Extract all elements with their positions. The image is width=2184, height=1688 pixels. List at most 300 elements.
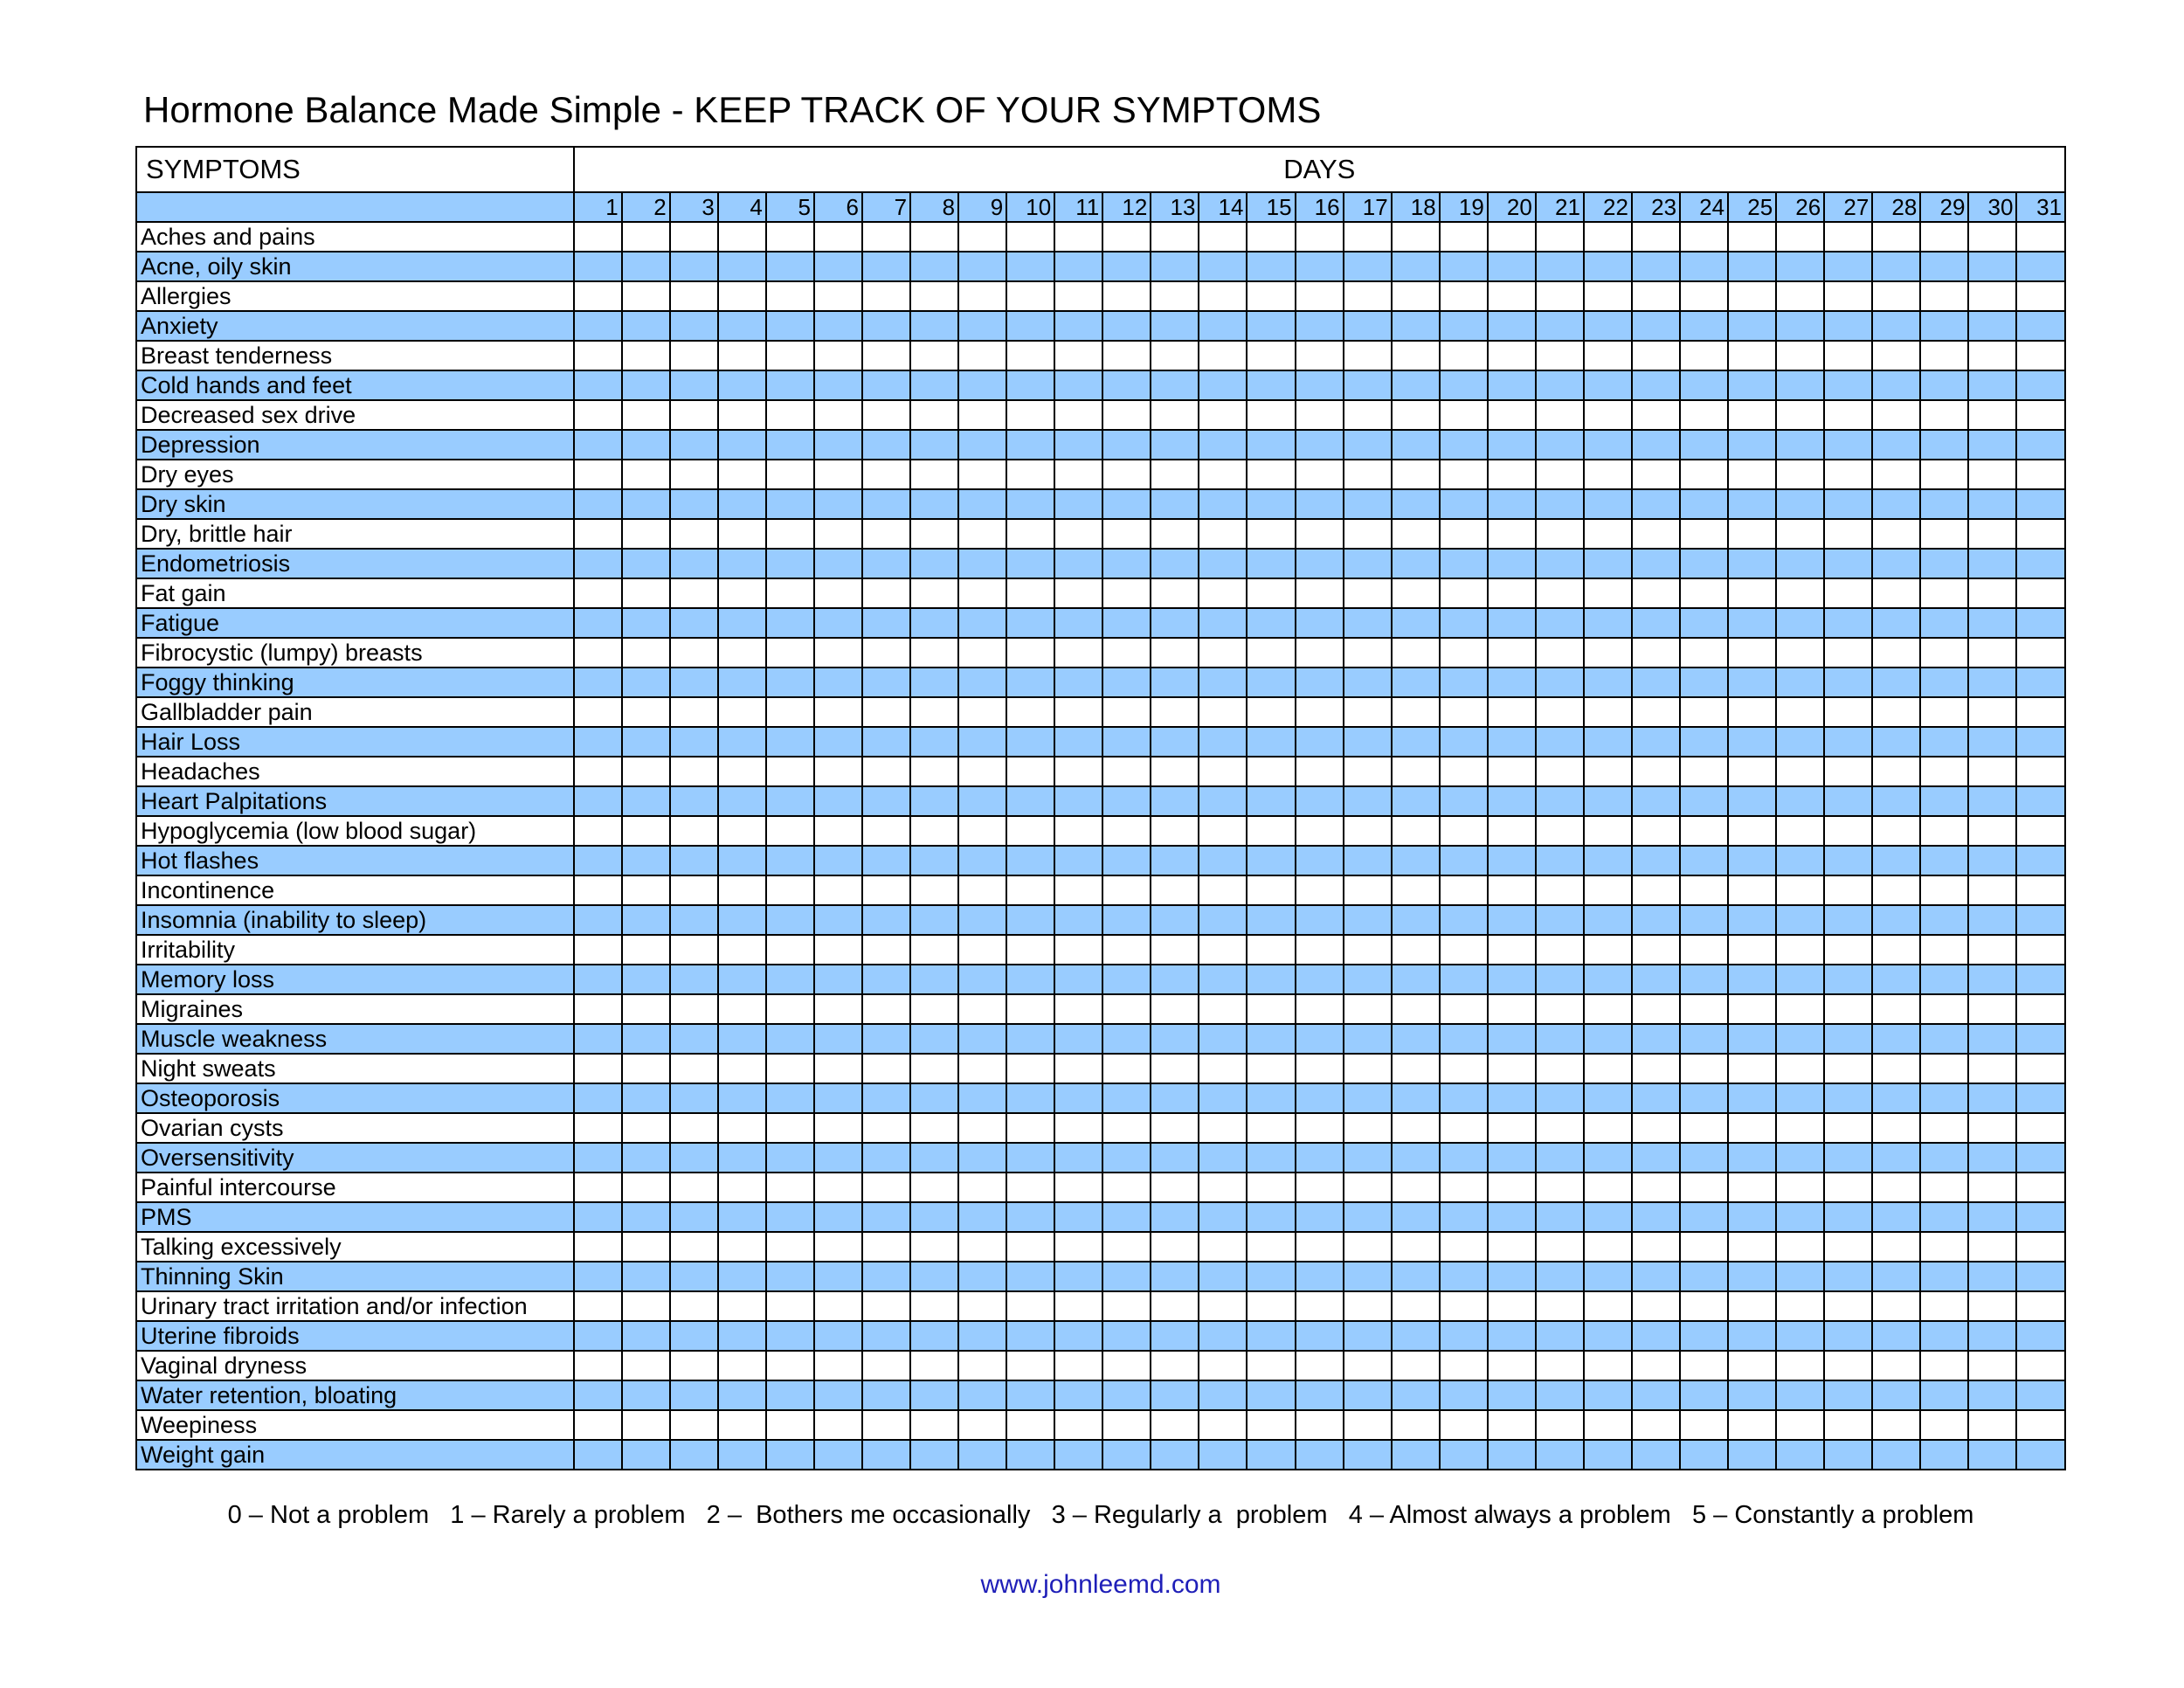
rating-cell-day-26[interactable] bbox=[1776, 905, 1824, 935]
rating-cell-day-7[interactable] bbox=[862, 905, 910, 935]
rating-cell-day-22[interactable] bbox=[1584, 549, 1632, 578]
rating-cell-day-18[interactable] bbox=[1392, 430, 1440, 460]
rating-cell-day-11[interactable] bbox=[1054, 1083, 1102, 1113]
rating-cell-day-18[interactable] bbox=[1392, 1024, 1440, 1054]
rating-cell-day-20[interactable] bbox=[1488, 786, 1536, 816]
rating-cell-day-2[interactable] bbox=[622, 1113, 670, 1143]
rating-cell-day-28[interactable] bbox=[1872, 311, 1920, 341]
rating-cell-day-3[interactable] bbox=[670, 489, 718, 519]
rating-cell-day-2[interactable] bbox=[622, 252, 670, 281]
rating-cell-day-7[interactable] bbox=[862, 400, 910, 430]
rating-cell-day-3[interactable] bbox=[670, 341, 718, 370]
rating-cell-day-5[interactable] bbox=[766, 727, 814, 757]
rating-cell-day-4[interactable] bbox=[718, 1410, 766, 1440]
rating-cell-day-14[interactable] bbox=[1199, 281, 1247, 311]
rating-cell-day-25[interactable] bbox=[1728, 786, 1776, 816]
rating-cell-day-20[interactable] bbox=[1488, 1113, 1536, 1143]
rating-cell-day-8[interactable] bbox=[910, 489, 958, 519]
rating-cell-day-17[interactable] bbox=[1344, 400, 1392, 430]
rating-cell-day-31[interactable] bbox=[2016, 460, 2065, 489]
rating-cell-day-8[interactable] bbox=[910, 519, 958, 549]
rating-cell-day-7[interactable] bbox=[862, 1143, 910, 1173]
rating-cell-day-5[interactable] bbox=[766, 1380, 814, 1410]
rating-cell-day-19[interactable] bbox=[1440, 697, 1488, 727]
rating-cell-day-4[interactable] bbox=[718, 578, 766, 608]
rating-cell-day-8[interactable] bbox=[910, 222, 958, 252]
rating-cell-day-7[interactable] bbox=[862, 1083, 910, 1113]
rating-cell-day-19[interactable] bbox=[1440, 460, 1488, 489]
rating-cell-day-12[interactable] bbox=[1102, 370, 1151, 400]
rating-cell-day-30[interactable] bbox=[1968, 341, 2016, 370]
rating-cell-day-10[interactable] bbox=[1006, 1202, 1054, 1232]
rating-cell-day-11[interactable] bbox=[1054, 489, 1102, 519]
rating-cell-day-11[interactable] bbox=[1054, 400, 1102, 430]
rating-cell-day-4[interactable] bbox=[718, 341, 766, 370]
rating-cell-day-25[interactable] bbox=[1728, 430, 1776, 460]
rating-cell-day-15[interactable] bbox=[1247, 1321, 1295, 1351]
rating-cell-day-18[interactable] bbox=[1392, 1054, 1440, 1083]
rating-cell-day-25[interactable] bbox=[1728, 281, 1776, 311]
rating-cell-day-15[interactable] bbox=[1247, 846, 1295, 875]
rating-cell-day-30[interactable] bbox=[1968, 1143, 2016, 1173]
rating-cell-day-6[interactable] bbox=[814, 905, 862, 935]
rating-cell-day-28[interactable] bbox=[1872, 668, 1920, 697]
rating-cell-day-25[interactable] bbox=[1728, 697, 1776, 727]
rating-cell-day-20[interactable] bbox=[1488, 816, 1536, 846]
rating-cell-day-18[interactable] bbox=[1392, 697, 1440, 727]
rating-cell-day-8[interactable] bbox=[910, 757, 958, 786]
rating-cell-day-1[interactable] bbox=[574, 252, 622, 281]
rating-cell-day-16[interactable] bbox=[1296, 1291, 1344, 1321]
rating-cell-day-6[interactable] bbox=[814, 519, 862, 549]
rating-cell-day-20[interactable] bbox=[1488, 400, 1536, 430]
rating-cell-day-28[interactable] bbox=[1872, 757, 1920, 786]
rating-cell-day-29[interactable] bbox=[1920, 370, 1968, 400]
rating-cell-day-19[interactable] bbox=[1440, 1173, 1488, 1202]
rating-cell-day-15[interactable] bbox=[1247, 252, 1295, 281]
rating-cell-day-23[interactable] bbox=[1632, 994, 1680, 1024]
rating-cell-day-10[interactable] bbox=[1006, 1232, 1054, 1262]
rating-cell-day-16[interactable] bbox=[1296, 816, 1344, 846]
rating-cell-day-21[interactable] bbox=[1536, 430, 1584, 460]
rating-cell-day-5[interactable] bbox=[766, 1262, 814, 1291]
rating-cell-day-24[interactable] bbox=[1680, 965, 1728, 994]
rating-cell-day-17[interactable] bbox=[1344, 935, 1392, 965]
rating-cell-day-29[interactable] bbox=[1920, 1351, 1968, 1380]
rating-cell-day-23[interactable] bbox=[1632, 489, 1680, 519]
rating-cell-day-10[interactable] bbox=[1006, 875, 1054, 905]
rating-cell-day-2[interactable] bbox=[622, 311, 670, 341]
rating-cell-day-9[interactable] bbox=[958, 1173, 1006, 1202]
rating-cell-day-5[interactable] bbox=[766, 697, 814, 727]
rating-cell-day-9[interactable] bbox=[958, 549, 1006, 578]
rating-cell-day-6[interactable] bbox=[814, 668, 862, 697]
rating-cell-day-16[interactable] bbox=[1296, 875, 1344, 905]
rating-cell-day-30[interactable] bbox=[1968, 460, 2016, 489]
rating-cell-day-22[interactable] bbox=[1584, 578, 1632, 608]
rating-cell-day-6[interactable] bbox=[814, 341, 862, 370]
rating-cell-day-30[interactable] bbox=[1968, 1262, 2016, 1291]
rating-cell-day-27[interactable] bbox=[1824, 1173, 1872, 1202]
rating-cell-day-2[interactable] bbox=[622, 905, 670, 935]
rating-cell-day-3[interactable] bbox=[670, 1232, 718, 1262]
rating-cell-day-22[interactable] bbox=[1584, 697, 1632, 727]
rating-cell-day-19[interactable] bbox=[1440, 935, 1488, 965]
rating-cell-day-31[interactable] bbox=[2016, 875, 2065, 905]
rating-cell-day-30[interactable] bbox=[1968, 578, 2016, 608]
rating-cell-day-1[interactable] bbox=[574, 341, 622, 370]
rating-cell-day-12[interactable] bbox=[1102, 311, 1151, 341]
rating-cell-day-20[interactable] bbox=[1488, 222, 1536, 252]
rating-cell-day-5[interactable] bbox=[766, 489, 814, 519]
rating-cell-day-17[interactable] bbox=[1344, 1380, 1392, 1410]
rating-cell-day-17[interactable] bbox=[1344, 757, 1392, 786]
rating-cell-day-2[interactable] bbox=[622, 1173, 670, 1202]
rating-cell-day-28[interactable] bbox=[1872, 281, 1920, 311]
rating-cell-day-17[interactable] bbox=[1344, 638, 1392, 668]
rating-cell-day-24[interactable] bbox=[1680, 846, 1728, 875]
rating-cell-day-26[interactable] bbox=[1776, 1202, 1824, 1232]
rating-cell-day-27[interactable] bbox=[1824, 846, 1872, 875]
rating-cell-day-5[interactable] bbox=[766, 549, 814, 578]
rating-cell-day-28[interactable] bbox=[1872, 965, 1920, 994]
rating-cell-day-20[interactable] bbox=[1488, 252, 1536, 281]
rating-cell-day-21[interactable] bbox=[1536, 281, 1584, 311]
rating-cell-day-11[interactable] bbox=[1054, 578, 1102, 608]
rating-cell-day-9[interactable] bbox=[958, 1143, 1006, 1173]
rating-cell-day-1[interactable] bbox=[574, 460, 622, 489]
rating-cell-day-27[interactable] bbox=[1824, 400, 1872, 430]
rating-cell-day-18[interactable] bbox=[1392, 1291, 1440, 1321]
rating-cell-day-4[interactable] bbox=[718, 252, 766, 281]
rating-cell-day-26[interactable] bbox=[1776, 489, 1824, 519]
rating-cell-day-28[interactable] bbox=[1872, 519, 1920, 549]
rating-cell-day-24[interactable] bbox=[1680, 905, 1728, 935]
rating-cell-day-28[interactable] bbox=[1872, 1024, 1920, 1054]
rating-cell-day-21[interactable] bbox=[1536, 638, 1584, 668]
rating-cell-day-2[interactable] bbox=[622, 222, 670, 252]
rating-cell-day-19[interactable] bbox=[1440, 668, 1488, 697]
rating-cell-day-24[interactable] bbox=[1680, 578, 1728, 608]
rating-cell-day-8[interactable] bbox=[910, 1113, 958, 1143]
rating-cell-day-14[interactable] bbox=[1199, 400, 1247, 430]
rating-cell-day-13[interactable] bbox=[1151, 370, 1199, 400]
rating-cell-day-5[interactable] bbox=[766, 816, 814, 846]
rating-cell-day-20[interactable] bbox=[1488, 341, 1536, 370]
rating-cell-day-26[interactable] bbox=[1776, 578, 1824, 608]
rating-cell-day-30[interactable] bbox=[1968, 965, 2016, 994]
rating-cell-day-11[interactable] bbox=[1054, 697, 1102, 727]
rating-cell-day-12[interactable] bbox=[1102, 1380, 1151, 1410]
rating-cell-day-7[interactable] bbox=[862, 1410, 910, 1440]
rating-cell-day-11[interactable] bbox=[1054, 1351, 1102, 1380]
rating-cell-day-24[interactable] bbox=[1680, 638, 1728, 668]
rating-cell-day-20[interactable] bbox=[1488, 668, 1536, 697]
rating-cell-day-23[interactable] bbox=[1632, 786, 1680, 816]
rating-cell-day-21[interactable] bbox=[1536, 489, 1584, 519]
rating-cell-day-6[interactable] bbox=[814, 727, 862, 757]
rating-cell-day-27[interactable] bbox=[1824, 875, 1872, 905]
rating-cell-day-22[interactable] bbox=[1584, 638, 1632, 668]
rating-cell-day-19[interactable] bbox=[1440, 1083, 1488, 1113]
rating-cell-day-22[interactable] bbox=[1584, 1143, 1632, 1173]
rating-cell-day-23[interactable] bbox=[1632, 697, 1680, 727]
rating-cell-day-20[interactable] bbox=[1488, 965, 1536, 994]
rating-cell-day-16[interactable] bbox=[1296, 846, 1344, 875]
rating-cell-day-25[interactable] bbox=[1728, 252, 1776, 281]
rating-cell-day-10[interactable] bbox=[1006, 1410, 1054, 1440]
rating-cell-day-4[interactable] bbox=[718, 1440, 766, 1470]
rating-cell-day-12[interactable] bbox=[1102, 1291, 1151, 1321]
rating-cell-day-9[interactable] bbox=[958, 994, 1006, 1024]
rating-cell-day-25[interactable] bbox=[1728, 341, 1776, 370]
rating-cell-day-23[interactable] bbox=[1632, 905, 1680, 935]
rating-cell-day-22[interactable] bbox=[1584, 905, 1632, 935]
rating-cell-day-17[interactable] bbox=[1344, 965, 1392, 994]
rating-cell-day-4[interactable] bbox=[718, 1113, 766, 1143]
rating-cell-day-12[interactable] bbox=[1102, 1410, 1151, 1440]
rating-cell-day-17[interactable] bbox=[1344, 608, 1392, 638]
rating-cell-day-7[interactable] bbox=[862, 668, 910, 697]
rating-cell-day-2[interactable] bbox=[622, 1054, 670, 1083]
rating-cell-day-3[interactable] bbox=[670, 757, 718, 786]
rating-cell-day-21[interactable] bbox=[1536, 935, 1584, 965]
rating-cell-day-14[interactable] bbox=[1199, 578, 1247, 608]
rating-cell-day-25[interactable] bbox=[1728, 1143, 1776, 1173]
rating-cell-day-10[interactable] bbox=[1006, 668, 1054, 697]
rating-cell-day-10[interactable] bbox=[1006, 935, 1054, 965]
rating-cell-day-9[interactable] bbox=[958, 430, 1006, 460]
rating-cell-day-9[interactable] bbox=[958, 1351, 1006, 1380]
rating-cell-day-13[interactable] bbox=[1151, 1054, 1199, 1083]
rating-cell-day-4[interactable] bbox=[718, 311, 766, 341]
rating-cell-day-17[interactable] bbox=[1344, 578, 1392, 608]
rating-cell-day-6[interactable] bbox=[814, 311, 862, 341]
rating-cell-day-27[interactable] bbox=[1824, 816, 1872, 846]
rating-cell-day-5[interactable] bbox=[766, 1410, 814, 1440]
rating-cell-day-11[interactable] bbox=[1054, 786, 1102, 816]
rating-cell-day-28[interactable] bbox=[1872, 252, 1920, 281]
rating-cell-day-16[interactable] bbox=[1296, 1321, 1344, 1351]
rating-cell-day-10[interactable] bbox=[1006, 281, 1054, 311]
rating-cell-day-12[interactable] bbox=[1102, 578, 1151, 608]
rating-cell-day-3[interactable] bbox=[670, 460, 718, 489]
rating-cell-day-14[interactable] bbox=[1199, 341, 1247, 370]
rating-cell-day-17[interactable] bbox=[1344, 1291, 1392, 1321]
rating-cell-day-29[interactable] bbox=[1920, 1410, 1968, 1440]
rating-cell-day-24[interactable] bbox=[1680, 1202, 1728, 1232]
rating-cell-day-15[interactable] bbox=[1247, 757, 1295, 786]
rating-cell-day-31[interactable] bbox=[2016, 400, 2065, 430]
rating-cell-day-8[interactable] bbox=[910, 1410, 958, 1440]
rating-cell-day-5[interactable] bbox=[766, 905, 814, 935]
rating-cell-day-28[interactable] bbox=[1872, 1113, 1920, 1143]
rating-cell-day-27[interactable] bbox=[1824, 905, 1872, 935]
rating-cell-day-4[interactable] bbox=[718, 370, 766, 400]
rating-cell-day-26[interactable] bbox=[1776, 519, 1824, 549]
rating-cell-day-2[interactable] bbox=[622, 875, 670, 905]
rating-cell-day-10[interactable] bbox=[1006, 1351, 1054, 1380]
rating-cell-day-2[interactable] bbox=[622, 1202, 670, 1232]
rating-cell-day-22[interactable] bbox=[1584, 430, 1632, 460]
rating-cell-day-20[interactable] bbox=[1488, 727, 1536, 757]
rating-cell-day-27[interactable] bbox=[1824, 1083, 1872, 1113]
rating-cell-day-2[interactable] bbox=[622, 489, 670, 519]
rating-cell-day-1[interactable] bbox=[574, 697, 622, 727]
rating-cell-day-22[interactable] bbox=[1584, 965, 1632, 994]
rating-cell-day-26[interactable] bbox=[1776, 757, 1824, 786]
rating-cell-day-29[interactable] bbox=[1920, 875, 1968, 905]
rating-cell-day-31[interactable] bbox=[2016, 935, 2065, 965]
rating-cell-day-27[interactable] bbox=[1824, 578, 1872, 608]
rating-cell-day-11[interactable] bbox=[1054, 1232, 1102, 1262]
rating-cell-day-27[interactable] bbox=[1824, 727, 1872, 757]
rating-cell-day-22[interactable] bbox=[1584, 994, 1632, 1024]
rating-cell-day-27[interactable] bbox=[1824, 252, 1872, 281]
rating-cell-day-11[interactable] bbox=[1054, 1113, 1102, 1143]
rating-cell-day-4[interactable] bbox=[718, 935, 766, 965]
rating-cell-day-1[interactable] bbox=[574, 1380, 622, 1410]
rating-cell-day-21[interactable] bbox=[1536, 757, 1584, 786]
rating-cell-day-4[interactable] bbox=[718, 994, 766, 1024]
rating-cell-day-28[interactable] bbox=[1872, 1440, 1920, 1470]
rating-cell-day-3[interactable] bbox=[670, 697, 718, 727]
rating-cell-day-3[interactable] bbox=[670, 1024, 718, 1054]
rating-cell-day-19[interactable] bbox=[1440, 311, 1488, 341]
rating-cell-day-21[interactable] bbox=[1536, 370, 1584, 400]
rating-cell-day-30[interactable] bbox=[1968, 1202, 2016, 1232]
rating-cell-day-7[interactable] bbox=[862, 727, 910, 757]
rating-cell-day-5[interactable] bbox=[766, 1202, 814, 1232]
rating-cell-day-14[interactable] bbox=[1199, 222, 1247, 252]
rating-cell-day-10[interactable] bbox=[1006, 400, 1054, 430]
rating-cell-day-15[interactable] bbox=[1247, 489, 1295, 519]
rating-cell-day-5[interactable] bbox=[766, 222, 814, 252]
rating-cell-day-11[interactable] bbox=[1054, 994, 1102, 1024]
rating-cell-day-31[interactable] bbox=[2016, 905, 2065, 935]
rating-cell-day-16[interactable] bbox=[1296, 1262, 1344, 1291]
rating-cell-day-15[interactable] bbox=[1247, 1410, 1295, 1440]
rating-cell-day-24[interactable] bbox=[1680, 1143, 1728, 1173]
rating-cell-day-30[interactable] bbox=[1968, 935, 2016, 965]
rating-cell-day-21[interactable] bbox=[1536, 1173, 1584, 1202]
rating-cell-day-20[interactable] bbox=[1488, 489, 1536, 519]
rating-cell-day-18[interactable] bbox=[1392, 1173, 1440, 1202]
rating-cell-day-16[interactable] bbox=[1296, 460, 1344, 489]
rating-cell-day-31[interactable] bbox=[2016, 281, 2065, 311]
rating-cell-day-24[interactable] bbox=[1680, 786, 1728, 816]
rating-cell-day-20[interactable] bbox=[1488, 430, 1536, 460]
rating-cell-day-29[interactable] bbox=[1920, 727, 1968, 757]
rating-cell-day-19[interactable] bbox=[1440, 905, 1488, 935]
rating-cell-day-18[interactable] bbox=[1392, 1380, 1440, 1410]
rating-cell-day-26[interactable] bbox=[1776, 786, 1824, 816]
rating-cell-day-29[interactable] bbox=[1920, 460, 1968, 489]
rating-cell-day-15[interactable] bbox=[1247, 1262, 1295, 1291]
rating-cell-day-11[interactable] bbox=[1054, 430, 1102, 460]
rating-cell-day-8[interactable] bbox=[910, 1202, 958, 1232]
rating-cell-day-24[interactable] bbox=[1680, 430, 1728, 460]
rating-cell-day-18[interactable] bbox=[1392, 757, 1440, 786]
rating-cell-day-8[interactable] bbox=[910, 994, 958, 1024]
rating-cell-day-11[interactable] bbox=[1054, 1024, 1102, 1054]
rating-cell-day-3[interactable] bbox=[670, 1083, 718, 1113]
rating-cell-day-8[interactable] bbox=[910, 1083, 958, 1113]
rating-cell-day-6[interactable] bbox=[814, 786, 862, 816]
rating-cell-day-23[interactable] bbox=[1632, 1083, 1680, 1113]
rating-cell-day-1[interactable] bbox=[574, 281, 622, 311]
rating-cell-day-2[interactable] bbox=[622, 965, 670, 994]
rating-cell-day-13[interactable] bbox=[1151, 252, 1199, 281]
rating-cell-day-9[interactable] bbox=[958, 1083, 1006, 1113]
rating-cell-day-9[interactable] bbox=[958, 1291, 1006, 1321]
rating-cell-day-18[interactable] bbox=[1392, 965, 1440, 994]
rating-cell-day-14[interactable] bbox=[1199, 608, 1247, 638]
rating-cell-day-25[interactable] bbox=[1728, 1113, 1776, 1143]
rating-cell-day-30[interactable] bbox=[1968, 1351, 2016, 1380]
rating-cell-day-1[interactable] bbox=[574, 875, 622, 905]
rating-cell-day-25[interactable] bbox=[1728, 549, 1776, 578]
rating-cell-day-9[interactable] bbox=[958, 875, 1006, 905]
rating-cell-day-9[interactable] bbox=[958, 1202, 1006, 1232]
rating-cell-day-15[interactable] bbox=[1247, 1054, 1295, 1083]
rating-cell-day-26[interactable] bbox=[1776, 1024, 1824, 1054]
rating-cell-day-10[interactable] bbox=[1006, 341, 1054, 370]
rating-cell-day-7[interactable] bbox=[862, 757, 910, 786]
rating-cell-day-15[interactable] bbox=[1247, 430, 1295, 460]
rating-cell-day-23[interactable] bbox=[1632, 1440, 1680, 1470]
rating-cell-day-3[interactable] bbox=[670, 1054, 718, 1083]
rating-cell-day-25[interactable] bbox=[1728, 727, 1776, 757]
rating-cell-day-2[interactable] bbox=[622, 994, 670, 1024]
rating-cell-day-26[interactable] bbox=[1776, 1351, 1824, 1380]
rating-cell-day-8[interactable] bbox=[910, 727, 958, 757]
rating-cell-day-29[interactable] bbox=[1920, 1262, 1968, 1291]
rating-cell-day-14[interactable] bbox=[1199, 1173, 1247, 1202]
rating-cell-day-18[interactable] bbox=[1392, 1083, 1440, 1113]
rating-cell-day-14[interactable] bbox=[1199, 430, 1247, 460]
rating-cell-day-25[interactable] bbox=[1728, 1321, 1776, 1351]
rating-cell-day-16[interactable] bbox=[1296, 994, 1344, 1024]
rating-cell-day-12[interactable] bbox=[1102, 1321, 1151, 1351]
rating-cell-day-22[interactable] bbox=[1584, 281, 1632, 311]
rating-cell-day-3[interactable] bbox=[670, 311, 718, 341]
rating-cell-day-2[interactable] bbox=[622, 608, 670, 638]
rating-cell-day-22[interactable] bbox=[1584, 1291, 1632, 1321]
rating-cell-day-26[interactable] bbox=[1776, 935, 1824, 965]
rating-cell-day-15[interactable] bbox=[1247, 1113, 1295, 1143]
rating-cell-day-30[interactable] bbox=[1968, 519, 2016, 549]
rating-cell-day-19[interactable] bbox=[1440, 1232, 1488, 1262]
rating-cell-day-10[interactable] bbox=[1006, 519, 1054, 549]
rating-cell-day-2[interactable] bbox=[622, 1291, 670, 1321]
rating-cell-day-15[interactable] bbox=[1247, 222, 1295, 252]
rating-cell-day-25[interactable] bbox=[1728, 1202, 1776, 1232]
rating-cell-day-20[interactable] bbox=[1488, 875, 1536, 905]
rating-cell-day-15[interactable] bbox=[1247, 1024, 1295, 1054]
rating-cell-day-18[interactable] bbox=[1392, 935, 1440, 965]
rating-cell-day-28[interactable] bbox=[1872, 1380, 1920, 1410]
rating-cell-day-10[interactable] bbox=[1006, 816, 1054, 846]
rating-cell-day-25[interactable] bbox=[1728, 1380, 1776, 1410]
rating-cell-day-26[interactable] bbox=[1776, 1321, 1824, 1351]
rating-cell-day-21[interactable] bbox=[1536, 994, 1584, 1024]
rating-cell-day-13[interactable] bbox=[1151, 519, 1199, 549]
rating-cell-day-4[interactable] bbox=[718, 1083, 766, 1113]
rating-cell-day-26[interactable] bbox=[1776, 668, 1824, 697]
rating-cell-day-28[interactable] bbox=[1872, 905, 1920, 935]
rating-cell-day-22[interactable] bbox=[1584, 460, 1632, 489]
